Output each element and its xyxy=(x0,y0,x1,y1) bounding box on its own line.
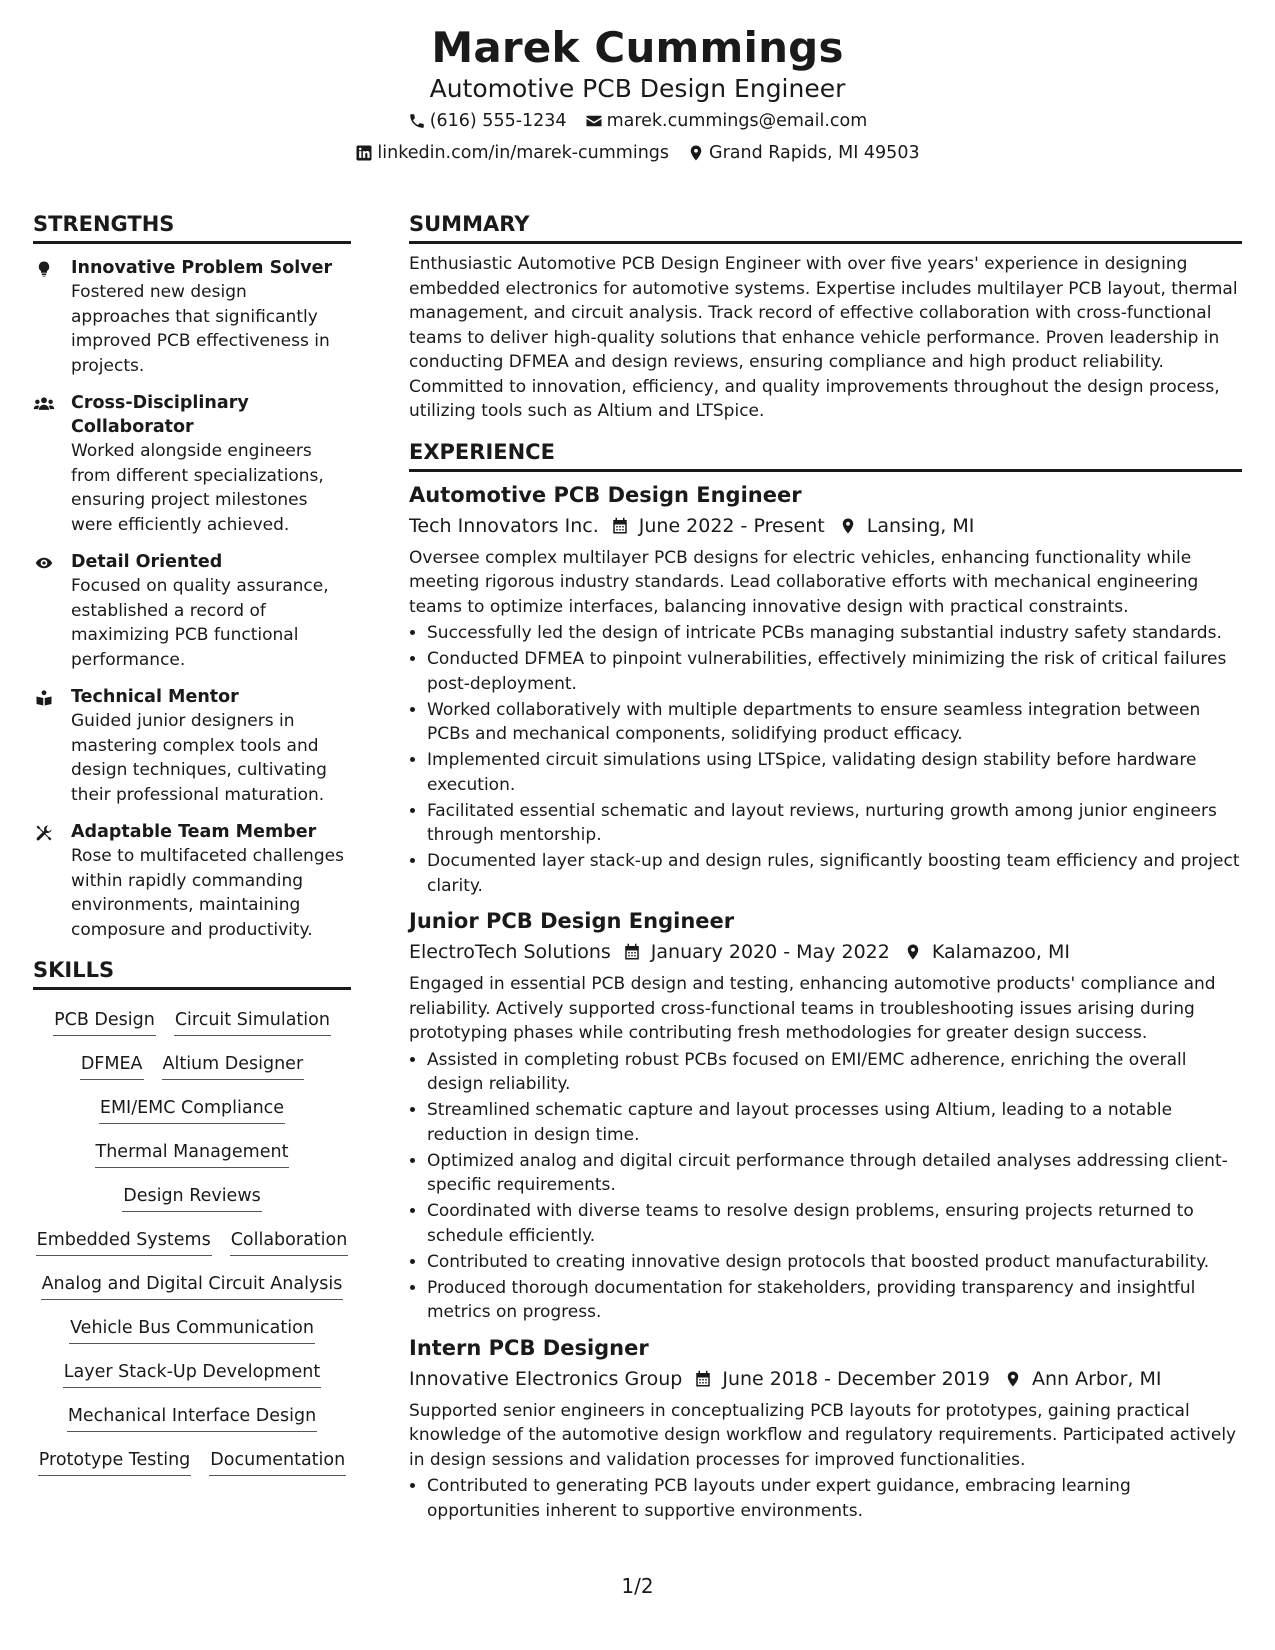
job-entry xyxy=(409,1334,1242,1524)
map-pin-icon xyxy=(1004,1370,1022,1388)
skill-tag: EMI/EMC Compliance xyxy=(99,1096,285,1124)
company-name: Tech Innovators Inc. xyxy=(409,514,599,537)
map-pin-icon xyxy=(687,144,705,162)
skill-tag: Mechanical Interface Design xyxy=(67,1404,317,1432)
bullet-item: • Assisted in completing robust PCBs focused on EMI/EMC adherence, enriching the overall design reliability. xyxy=(427,1048,1242,1097)
job-dates: June 2022 - Present xyxy=(638,514,825,537)
strength-item xyxy=(33,256,351,378)
linkedin-contact[interactable] xyxy=(355,137,669,169)
job-bullets xyxy=(409,1474,1242,1523)
page-number: 1/2 xyxy=(621,1574,654,1598)
bullet-item: • Contributed to generating PCB layouts under expert guidance, embracing learning opportunities inherent to supportive environments. xyxy=(427,1474,1242,1523)
summary-text: Enthusiastic Automotive PCB Design Engineer with over five years' experience in designing embedded electronics for automotive systems. Expertise includes multilayer PCB layout, thermal management, and circuit analysis. Track record of effective collaboration with cross-functional teams to deliver high-quality solutions that enhance vehicle performance. Proven leadership in conducting DFMEA and design reviews, ensuring compliance and high product reliability. Committed to innovation, efficiency, and quality improvements throughout the design process, utilizing tools such as Altium and LTSpice. xyxy=(409,254,1238,421)
job-description: Supported senior engineers in conceptualizing PCB layouts for prototypes, gaining practical knowledge of the automotive design workflow and regulatory requirements. Participated actively in design sessions and validation processes for improved functionalities. xyxy=(409,1400,1237,1470)
job-location: Ann Arbor, MI xyxy=(1031,1367,1162,1390)
strength-description: Rose to multifaceted challenges within rapidly commanding environments, maintaining composure and productivity. xyxy=(71,846,344,940)
skill-tag: Altium Designer xyxy=(162,1052,305,1080)
job-entry xyxy=(409,907,1242,1325)
skill-tag: Thermal Management xyxy=(95,1140,290,1168)
summary-heading: SUMMARY xyxy=(409,210,1242,244)
job-location: Lansing, MI xyxy=(866,514,975,537)
job-bullets xyxy=(409,1048,1242,1325)
envelope-icon xyxy=(585,112,603,130)
strength-description: Guided junior designers in mastering complex tools and design techniques, cultivating their professional maturation. xyxy=(71,711,327,805)
map-pin-icon xyxy=(904,943,922,961)
skill-tag: Design Reviews xyxy=(122,1184,262,1212)
email-address: marek.cummings@email.com xyxy=(606,111,868,131)
bullet-item: • Optimized analog and digital circuit performance through detailed analyses addressing client-specific requirements. xyxy=(427,1149,1242,1198)
strengths-list xyxy=(33,256,351,942)
job-meta xyxy=(409,937,1242,967)
calendar-icon xyxy=(694,1370,712,1388)
skills-list xyxy=(33,1006,351,1476)
skill-tag: Circuit Simulation xyxy=(174,1008,331,1036)
candidate-title: Automotive PCB Design Engineer xyxy=(429,74,846,103)
skill-tag: Layer Stack-Up Development xyxy=(63,1360,321,1388)
location-text: Grand Rapids, MI 49503 xyxy=(709,143,920,163)
candidate-name: Marek Cummings xyxy=(431,23,844,72)
strength-description: Worked alongside engineers from different specializations, ensuring project milestones were efficiently achieved. xyxy=(71,441,324,535)
bullet-item: • Streamlined schematic capture and layout processes using Altium, leading to a notable reduction in design time. xyxy=(427,1098,1242,1147)
strength-item xyxy=(33,391,351,537)
company-name: ElectroTech Solutions xyxy=(409,941,611,963)
skill-tag: Documentation xyxy=(209,1448,346,1476)
bullet-item: • Conducted DFMEA to pinpoint vulnerabilities, effectively minimizing the risk of critical failures post-deployment. xyxy=(427,647,1242,696)
skill-tag: Analog and Digital Circuit Analysis xyxy=(41,1272,344,1300)
bullet-item: • Documented layer stack-up and design rules, significantly boosting team efficiency and project clarity. xyxy=(427,849,1242,898)
location-contact xyxy=(687,137,920,169)
bullet-item: • Contributed to creating innovative design protocols that boosted product manufacturability. xyxy=(427,1250,1242,1275)
contact-row-1 xyxy=(0,105,1275,137)
mentor-reader-icon xyxy=(33,689,55,707)
job-dates: June 2018 - December 2019 xyxy=(722,1367,990,1390)
job-title: Automotive PCB Design Engineer xyxy=(409,482,802,507)
skills-section xyxy=(33,956,351,1476)
job-entry xyxy=(409,481,1242,899)
map-pin-icon xyxy=(839,517,857,535)
skill-tag: Prototype Testing xyxy=(38,1448,192,1476)
phone-contact[interactable] xyxy=(408,105,567,137)
skill-tag: PCB Design xyxy=(53,1008,156,1036)
contact-row-2 xyxy=(0,137,1275,169)
users-icon xyxy=(33,395,55,413)
phone-icon xyxy=(408,112,426,130)
strength-item xyxy=(33,685,351,807)
strength-item xyxy=(33,550,351,672)
linkedin-url: linkedin.com/in/marek-cummings xyxy=(377,143,670,163)
bullet-item: • Coordinated with diverse teams to resolve design problems, ensuring projects returned to schedule efficiently. xyxy=(427,1199,1242,1248)
skill-tag: Embedded Systems xyxy=(36,1228,212,1256)
resume-header xyxy=(0,22,1275,169)
job-bullets xyxy=(409,621,1242,898)
strength-item xyxy=(33,820,351,942)
bullet-item: • Implemented circuit simulations using LTSpice, validating design stability before hardware execution. xyxy=(427,748,1242,797)
experience-heading: EXPERIENCE xyxy=(409,438,1242,472)
calendar-icon xyxy=(623,943,641,961)
skills-heading: SKILLS xyxy=(33,956,351,990)
strength-title: Innovative Problem Solver xyxy=(71,258,333,278)
strength-title: Cross-Disciplinary Collaborator xyxy=(71,393,249,437)
job-dates: January 2020 - May 2022 xyxy=(650,941,890,963)
strength-title: Technical Mentor xyxy=(71,687,239,707)
strength-title: Adaptable Team Member xyxy=(71,822,317,842)
job-title: Intern PCB Designer xyxy=(409,1335,649,1360)
eye-icon xyxy=(33,554,55,572)
skill-tag: Vehicle Bus Communication xyxy=(69,1316,315,1344)
strength-title: Detail Oriented xyxy=(71,552,223,572)
job-location: Kalamazoo, MI xyxy=(931,941,1070,963)
job-meta xyxy=(409,1364,1242,1394)
right-column xyxy=(409,210,1242,1525)
skill-tag: Collaboration xyxy=(230,1228,349,1256)
skill-tag: DFMEA xyxy=(80,1052,144,1080)
company-name: Innovative Electronics Group xyxy=(409,1367,683,1390)
bullet-item: • Facilitated essential schematic and layout reviews, nurturing growth among junior engineers through mentorship. xyxy=(427,799,1242,848)
job-description: Engaged in essential PCB design and testing, enhancing automotive products' compliance and reliability. Actively supported cross-functional teams in troubleshooting issues arising during prototyping phases while contributing fresh methodologies for greater design success. xyxy=(409,974,1216,1043)
strength-description: Focused on quality assurance, established a record of maximizing PCB functional performance. xyxy=(71,576,329,670)
left-column xyxy=(33,210,351,1476)
bullet-item: • Worked collaboratively with multiple departments to ensure seamless integration between PCBs and mechanical components, solidifying product efficacy. xyxy=(427,698,1242,747)
strengths-heading: STRENGTHS xyxy=(33,210,351,244)
job-meta xyxy=(409,511,1242,541)
strength-description: Fostered new design approaches that significantly improved PCB effectiveness in projects. xyxy=(71,282,330,376)
email-contact[interactable] xyxy=(585,105,868,137)
calendar-icon xyxy=(611,517,629,535)
job-title: Junior PCB Design Engineer xyxy=(409,909,735,933)
phone-number: (616) 555-1234 xyxy=(429,111,567,131)
lightbulb-icon xyxy=(33,260,55,278)
job-description: Oversee complex multilayer PCB designs for electric vehicles, enhancing functionality while meeting rigorous industry standards. Lead collaborative efforts with mechanical engineering teams to optimize interfaces, balancing innovative design with practical constraints. xyxy=(409,547,1199,617)
bullet-item: • Successfully led the design of intricate PCBs managing substantial industry safety standards. xyxy=(427,621,1242,646)
linkedin-icon xyxy=(355,144,373,162)
bullet-item: • Produced thorough documentation for stakeholders, providing transparency and insightful metrics on progress. xyxy=(427,1276,1242,1325)
tools-icon xyxy=(33,824,55,842)
